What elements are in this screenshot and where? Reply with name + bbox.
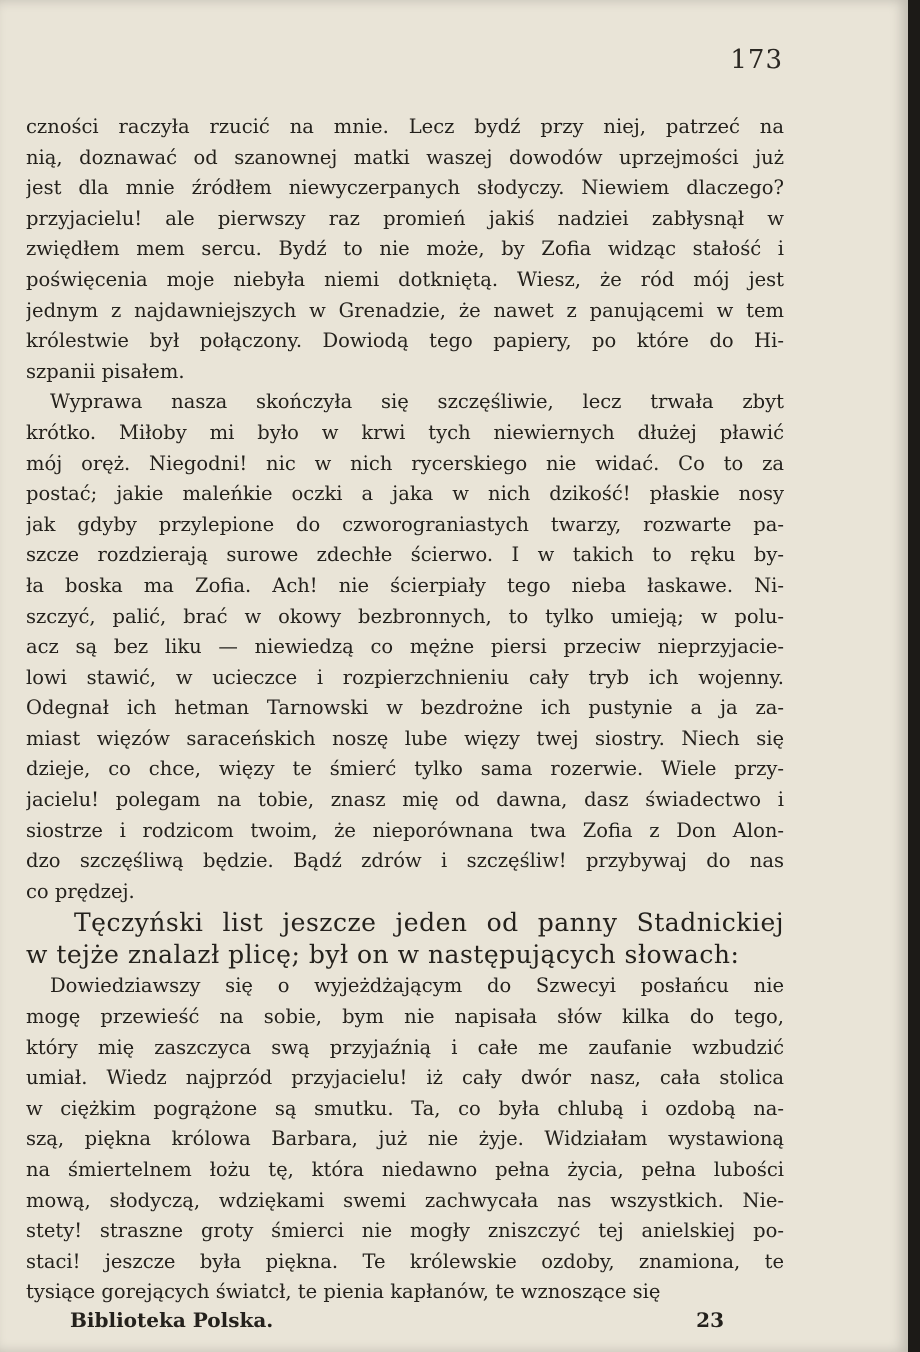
text-line: jest dla mnie źródłem niewyczerpanych słodyczy. Niewiem dlaczego? [26,176,784,200]
text-line: siostrze i rodzicom twoim, że nieporównana twa Zofia z Don Alon- [26,818,784,842]
text-line: stety! straszne groty śmierci nie mogły zniszczyć tej anielskiej po- [26,1219,784,1243]
text-line: czności raczyła rzucić na mnie. Lecz bydź przy niej, patrzeć na [26,115,784,138]
footer-title: Biblioteka Polska. [70,1308,274,1332]
text-line: co prędzej. [26,879,135,903]
text-line: jak gdyby przylepione do czworograniastych twarzy, rozwarte pa- [26,512,784,536]
text-line: mową, słodyczą, wdziękami swemi zachwycała nas wszystkich. Nie- [26,1188,784,1212]
text-line: szczyć, palić, brać w okowy bezbronnych, to tylko umieją; w polu- [26,604,784,628]
text-line: jednym z najdawniejszych w Grenadzie, że nawet z panującemi w tem [26,298,784,322]
text-line: krótko. Miłoby mi było w krwi tych niewiernych dłużej pławić [26,420,784,444]
text-line: zwiędłem mem sercu. Bydź to nie może, by Zofia widząc stałość i [26,237,784,261]
page-footer [70,1308,724,1332]
paragraph [26,387,784,907]
text-line: umiał. Wiedz najprzód przyjacielu! iż cały dwór nasz, cała stolica [26,1066,784,1090]
text-line: dzieje, co chce, więzy te śmierć tylko sama rozerwie. Wiele przy- [26,757,784,781]
paragraph [26,112,784,387]
text-line: mój oręż. Niegodni! nic w nich rycerskiego nie widać. Co to za [26,451,784,475]
text-line: nią, doznawać od szanownej matki waszej dowodów uprzejmości już [26,145,784,169]
text-line: królestwie był połączony. Dowiodą tego papiery, po które do Hi- [26,329,784,353]
text-line: który mię zaszczyca swą przyjaźnią i całe me zaufanie wzbudzić [26,1035,784,1059]
text-line: przyjacielu! ale pierwszy raz promień jakiś nadziei zabłysnął w [26,206,784,230]
page-number: 173 [730,45,783,75]
text-line: ła boska ma Zofia. Ach! nie ścierpiały tego nieba łaskawe. Ni- [26,573,784,597]
text-line: szcze rozdzierają surowe zdechłe ścierwo. I w takich to ręku by- [26,543,784,567]
footer-signature: 23 [696,1308,724,1332]
text-line: Wyprawa nasza skończyła się szczęśliwie, lecz trwała zbyt [50,390,784,414]
text-line: Odegnał ich hetman Tarnowski w bezdrożne ich pustynie a ja za- [26,696,784,720]
text-line: szpanii pisałem. [26,359,185,383]
text-line: mogę przewieść na sobie, bym nie napisała słów kilka do tego, [26,1005,784,1029]
text-block [26,112,784,1308]
paragraph [26,971,784,1308]
intro-paragraph [26,907,784,971]
text-line: Dowiedziawszy się o wyjeżdżającym do Szwecyi posłańcu nie [50,974,784,998]
text-line: acz są bez liku — niewiedzą co mężne piersi przeciw nieprzyjacie- [26,635,784,659]
text-line: na śmiertelnem łożu tę, która niedawno pełna życia, pełna lubości [26,1158,784,1181]
text-line: Tęczyński list jeszcze jeden od panny Stadnickiej [74,908,784,938]
text-line: lowi stawić, w ucieczce i rozpierzchnieniu cały tryb ich wojenny. [26,665,784,689]
text-line: postać; jakie maleńkie oczki a jaka w nich dzikość! płaskie nosy [26,482,784,506]
text-line: w tejże znalazł plicę; był on w następujących słowach: [26,940,740,970]
text-line: tysiące gorejących światcł, te pienia kapłanów, te wznoszące się [26,1280,661,1304]
text-line: jacielu! polegam na tobie, znasz mię od dawna, dasz świadectwo i [26,788,784,812]
text-line: staci! jeszcze była piękna. Te królewskie ozdoby, znamiona, te [26,1249,784,1273]
text-line: szą, piękna królowa Barbara, już nie żyje. Widziałam wystawioną [26,1127,784,1151]
text-line: miast więzów saraceńskich noszę lube więzy twej siostry. Niech się [26,726,784,750]
text-line: dzo szczęśliwą będzie. Bądź zdrów i szczęśliw! przybywaj do nas [26,849,784,873]
text-line: poświęcenia moje niebyła niemi dotkniętą. Wiesz, że ród mój jest [26,267,784,291]
text-line: w ciężkim pogrążone są smutku. Ta, co była chlubą i ozdobą na- [26,1096,784,1120]
